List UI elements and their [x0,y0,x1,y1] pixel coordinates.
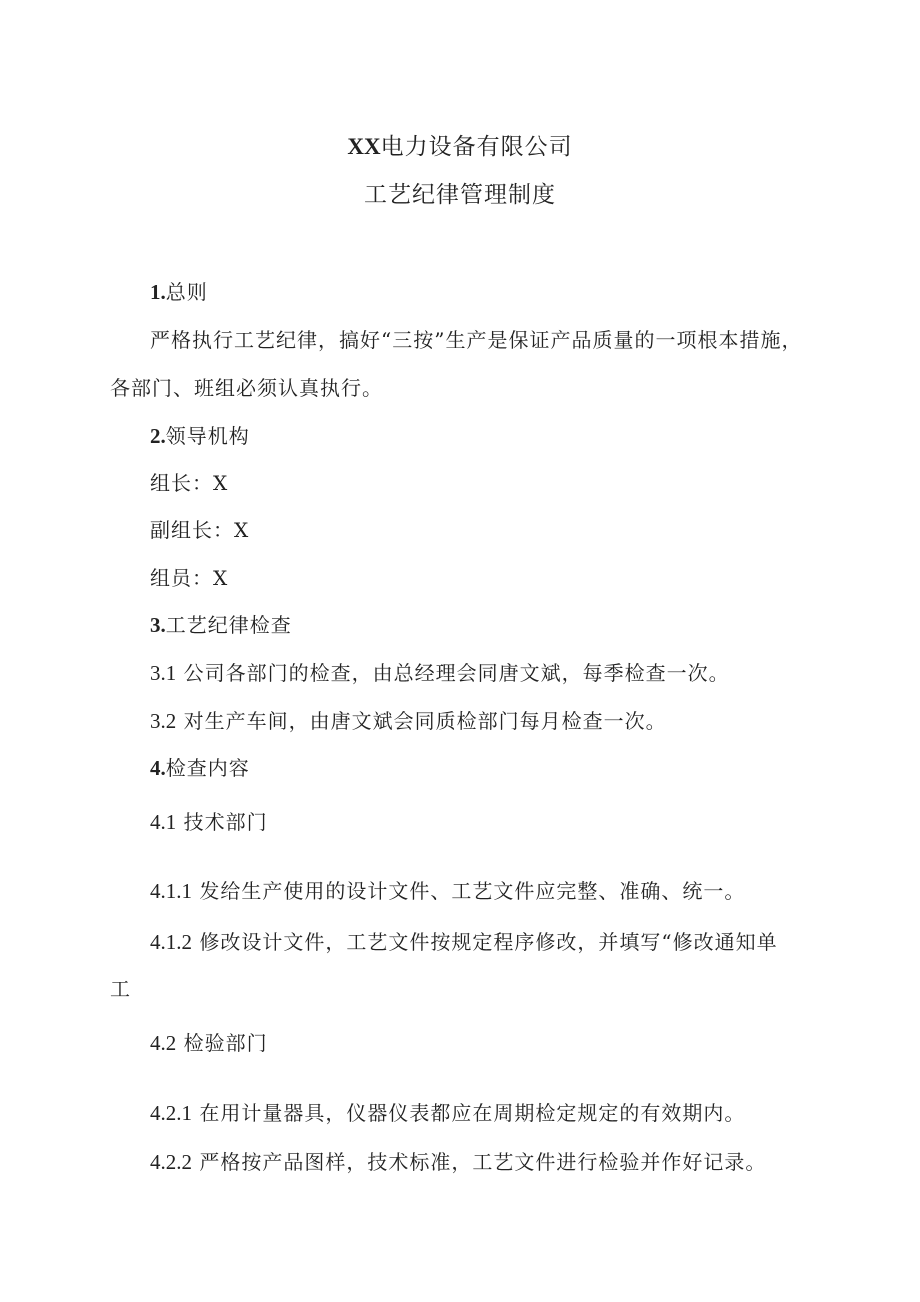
item-3-2-text: 对生产车间，由唐文斌会同质检部门每月检查一次。 [183,709,667,733]
section-3-title: 工艺纪律检查 [165,613,292,637]
item-4-1-2-continuation: 工 [110,977,131,1001]
section-4-number: 4. [150,756,166,780]
members-line: 组员：X [150,566,229,590]
deputy-leader-line: 副组长：X [150,518,250,542]
item-4-1-2 [150,926,778,955]
item-4-1-1 [150,875,745,904]
subsection-4-1 [150,806,268,835]
leader-line: 组长：X [150,471,229,495]
company-prefix: XX [347,134,381,159]
section-2-title: 领导机构 [165,424,250,448]
company-title [0,128,920,161]
subsection-4-2-number: 4.2 [150,1031,177,1055]
company-name: 电力设备有限公司 [380,134,573,160]
item-3-2-number: 3.2 [150,709,177,733]
section-1-paragraph-line-2: 各部门、班组必须认真执行。 [110,376,383,400]
item-4-2-2-number: 4.2.2 [150,1150,192,1174]
section-1-number: 1. [150,280,166,304]
subsection-4-1-title: 技术部门 [183,810,268,834]
subsection-4-2-title: 检验部门 [183,1031,268,1055]
subsection-4-2 [150,1027,268,1056]
item-4-2-1-text: 在用计量器具，仪器仪表都应在周期检定规定的有效期内。 [199,1101,746,1125]
item-4-2-1 [150,1097,745,1126]
item-3-1-text: 公司各部门的检查，由总经理会同唐文斌，每季检查一次。 [183,661,730,685]
section-4-heading [150,752,250,781]
section-2-number: 2. [150,424,166,448]
item-3-1-number: 3.1 [150,661,177,685]
section-3-number: 3. [150,613,166,637]
section-4-title: 检查内容 [165,756,250,780]
section-1-heading [150,276,208,305]
item-4-2-2-text: 严格按产品图样，技术标准，工艺文件进行检验并作好记录。 [199,1150,767,1174]
item-4-1-1-text: 发给生产使用的设计文件、工艺文件应完整、准确、统一。 [199,879,746,903]
section-2-heading [150,420,250,449]
section-3-heading [150,609,292,638]
subsection-4-1-number: 4.1 [150,810,177,834]
item-3-2 [150,705,667,734]
item-4-1-2-text: 修改设计文件，工艺文件按规定程序修改，并填写“修改通知单 [199,930,778,954]
item-4-2-2 [150,1146,766,1175]
section-1-paragraph-line-1: 严格执行工艺纪律，搞好“三按”生产是保证产品质量的一项根本措施， [150,328,803,352]
item-4-1-1-number: 4.1.1 [150,879,192,903]
item-4-1-2-number: 4.1.2 [150,930,192,954]
section-1-title: 总则 [165,280,208,304]
document-title: 工艺纪律管理制度 [364,182,556,208]
item-3-1 [150,657,730,686]
item-4-2-1-number: 4.2.1 [150,1101,192,1125]
